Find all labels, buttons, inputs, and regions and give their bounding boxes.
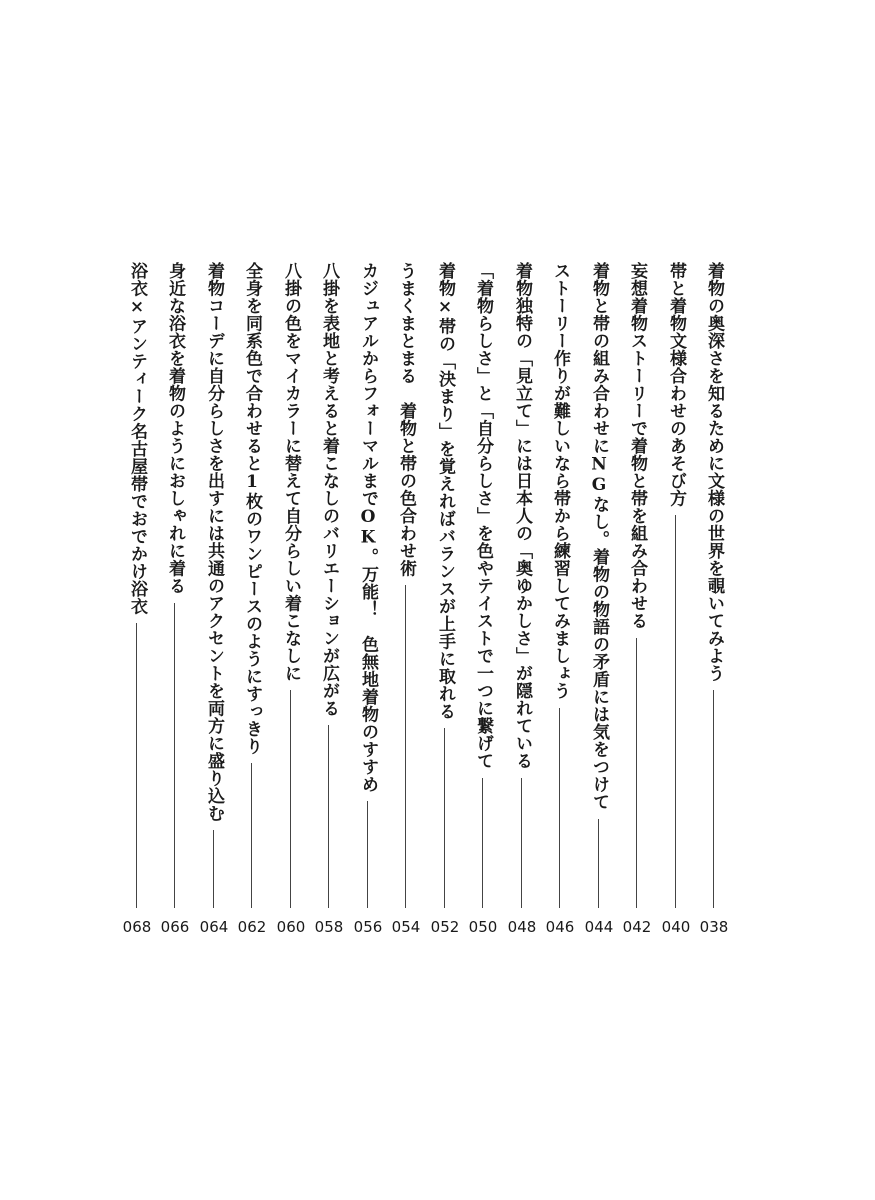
toc-entry-title: 八掛の色をマイカラーに替えて自分らしい着こなしに [281, 262, 301, 682]
toc-entry-title: 「着物らしさ」と「自分らしさ」を色やテイストで一つに繋げて [473, 262, 493, 770]
toc-entry-title: ストーリー作りが難しいなら帯から練習してみましょう [550, 262, 570, 700]
toc-entry[interactable] [276, 262, 306, 938]
toc-leader-line [367, 801, 368, 908]
toc-entry[interactable] [507, 262, 537, 938]
toc-page-number: 056 [353, 918, 383, 936]
toc-entry-title: うまくまとまる 着物と帯の色合わせ術 [396, 262, 416, 577]
toc-entry-title: カジュアルからフォーマルまでOK。万能！ 色無地着物のすすめ [358, 262, 378, 793]
toc-page-number: 042 [622, 918, 652, 936]
toc-leader-line [251, 763, 252, 908]
toc-leader-line [444, 728, 445, 908]
toc-entry-title: 着物独特の「見立て」には日本人の「奥ゆかしさ」が隠れている [512, 262, 532, 770]
toc-leader-line [598, 819, 599, 908]
toc-entry-title: 帯と着物文様合わせのあそび方 [666, 262, 686, 507]
toc-page-number: 068 [122, 918, 152, 936]
toc-leader-line [213, 830, 214, 908]
toc-entry[interactable] [199, 262, 229, 938]
toc-page-number: 052 [430, 918, 460, 936]
toc-page-number: 066 [160, 918, 190, 936]
toc-leader-line [328, 725, 329, 908]
toc-entry[interactable] [699, 262, 729, 938]
toc-entry[interactable] [430, 262, 460, 938]
toc-leader-line [290, 690, 291, 908]
toc-entry-title: 着物コーデに自分らしさを出すには共通のアクセントを両方に盛り込む [204, 262, 224, 822]
toc-page-number: 048 [507, 918, 537, 936]
toc-leader-line [713, 690, 714, 908]
toc-leader-line [675, 515, 676, 908]
toc-entry[interactable] [314, 262, 344, 938]
toc-leader-line [559, 708, 560, 908]
toc-entry[interactable] [122, 262, 152, 938]
toc-leader-line [136, 623, 137, 908]
toc-entry[interactable] [661, 262, 691, 938]
toc-entry[interactable] [237, 262, 267, 938]
toc-entry[interactable] [545, 262, 575, 938]
toc-entry-title: 着物の奥深さを知るために文様の世界を覗いてみよう [704, 262, 724, 682]
toc-entry-title: 浴衣×アンティーク名古屋帯でおでかけ浴衣 [127, 262, 147, 615]
toc-entry-title: 八掛を表地と考えると着こなしのバリエーションが広がる [319, 262, 339, 717]
toc-page-number: 040 [661, 918, 691, 936]
toc-page-number: 054 [391, 918, 421, 936]
toc-page-number: 062 [237, 918, 267, 936]
toc-page-number: 064 [199, 918, 229, 936]
toc-entry-title: 着物と帯の組み合わせにNGなし。着物の物語の矛盾には気をつけて [589, 262, 609, 811]
toc-page-number: 058 [314, 918, 344, 936]
toc-entry[interactable] [353, 262, 383, 938]
toc-leader-line [174, 603, 175, 908]
toc-page-number: 060 [276, 918, 306, 936]
toc-entry[interactable] [584, 262, 614, 938]
toc-leader-line [482, 778, 483, 908]
toc-entry[interactable] [622, 262, 652, 938]
toc-entry[interactable] [391, 262, 421, 938]
toc-page-number: 038 [699, 918, 729, 936]
toc-page-number: 046 [545, 918, 575, 936]
toc-entry-title: 身近な浴衣を着物のようにおしゃれに着る [165, 262, 185, 595]
toc-leader-line [521, 778, 522, 908]
toc-entry-title: 全身を同系色で合わせると1枚のワンピースのようにすっきり [242, 262, 262, 755]
toc-entry-title: 妄想着物ストーリーで着物と帯を組み合わせる [627, 262, 647, 630]
toc-page-number: 044 [584, 918, 614, 936]
toc-entry-title: 着物×帯の「決まり」を覚えればバランスが上手に取れる [435, 262, 455, 720]
toc-page-number: 050 [468, 918, 498, 936]
toc-leader-line [405, 585, 406, 908]
toc-entry[interactable] [468, 262, 498, 938]
toc-leader-line [636, 638, 637, 908]
toc-entry[interactable] [160, 262, 190, 938]
